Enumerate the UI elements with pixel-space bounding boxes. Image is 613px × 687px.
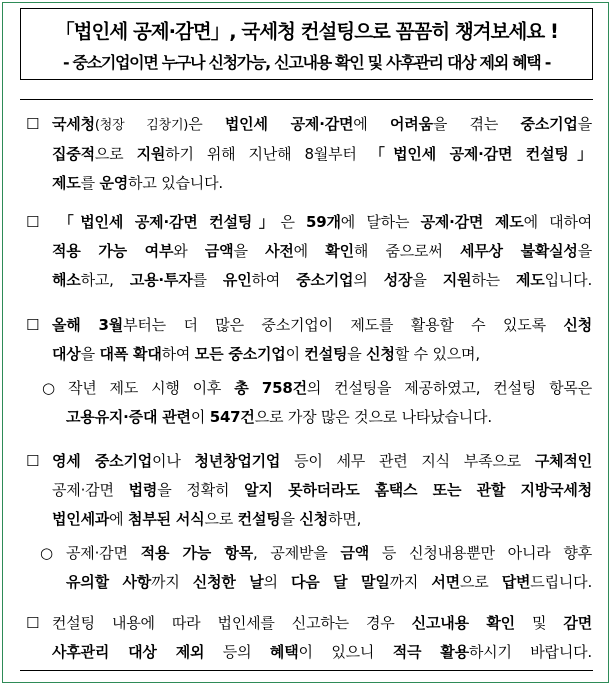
text-run: 답변	[501, 573, 531, 591]
text-run: 해소	[52, 271, 81, 289]
text-run: 59개	[306, 213, 341, 231]
text-run: 지원	[442, 271, 472, 289]
text-run: 하여	[251, 271, 297, 289]
text-run: 홈택스 또는 관할 지방국세청	[374, 481, 592, 499]
square-bullet-icon: ☐	[26, 213, 40, 231]
text-run: 입니다.	[544, 271, 593, 289]
text-run: 사후관리 대상 제외	[52, 643, 205, 661]
text-run: 을	[280, 510, 300, 528]
text-run: 등의	[204, 643, 270, 661]
text-run: 컨설팅	[304, 345, 348, 363]
text-run: 컨설팅 내용에 따라 법인세를 신고하는 경우	[52, 614, 412, 632]
text-run: 으로	[204, 510, 238, 528]
text-run: 「법인세 공제·감면 컨설팅」	[52, 213, 281, 231]
text-run: 혜택	[269, 643, 299, 661]
text-run: 첨부된 서식	[128, 510, 205, 528]
text-line	[26, 403, 592, 432]
bottom-divider	[20, 670, 593, 671]
text-line	[26, 539, 592, 568]
text-line	[26, 266, 592, 295]
text-run: 하고 있습니다.	[128, 174, 223, 192]
text-line	[26, 110, 592, 140]
text-run: 신청한 날	[192, 573, 264, 591]
text-line	[26, 208, 592, 237]
text-run: 이나	[152, 452, 195, 470]
text-run: 드립니다.	[530, 573, 593, 591]
text-run: 까지	[151, 573, 193, 591]
text-run: 에	[109, 510, 129, 528]
square-bullet-icon: ☐	[26, 115, 40, 133]
text-run: 부터는 더 많은 중소기업이 제도를 활용할 수 있도록	[123, 316, 564, 334]
text-run: 을 겪는	[432, 115, 521, 133]
text-run: 은	[280, 213, 307, 231]
text-run: 하기 위해 지난해 8월부터	[165, 145, 370, 163]
text-run: 알지 못하더라도	[244, 481, 360, 499]
text-line	[26, 638, 592, 667]
text-run: 고용·투자	[129, 271, 193, 289]
text-run: 올해 3월	[52, 316, 124, 334]
paragraph-5	[26, 609, 592, 667]
text-line	[26, 609, 592, 638]
paragraph-3	[26, 311, 592, 432]
subheadline: - 중소기업이면 누구나 신청가능, 신고내용 확인 및 사후관리 대상 제외 혜택 -	[62, 53, 551, 72]
text-run: 의	[353, 271, 384, 289]
text-run: 에	[293, 242, 326, 260]
text-run: 공제·감면	[66, 544, 141, 562]
square-bullet-icon: ☐	[26, 316, 40, 334]
text-run: 해 줌으로써	[353, 242, 460, 260]
text-run: 구체적인	[534, 452, 592, 470]
text-run: 법령	[128, 481, 158, 499]
text-run: 금액	[204, 242, 234, 260]
text-run: 제도	[52, 174, 81, 192]
text-run: 에 달하는	[340, 213, 421, 231]
text-run: 이	[285, 345, 305, 363]
text-run: 을	[577, 115, 593, 133]
text-line	[26, 340, 592, 369]
text-run: 사전	[265, 242, 294, 260]
text-run: 을	[233, 242, 266, 260]
text-run: 적용 가능 여부	[52, 242, 174, 260]
text-run: 이	[190, 408, 210, 426]
text-run: 하면,	[328, 510, 362, 528]
text-run: 대폭 확대	[99, 345, 162, 363]
text-run: 와	[173, 242, 205, 260]
text-line	[26, 447, 592, 476]
text-run: 신고내용 확인	[411, 614, 515, 632]
text-line	[26, 568, 592, 597]
text-run: 유의할 사항	[66, 573, 152, 591]
text-run: 및	[514, 614, 564, 632]
text-run: 은	[188, 115, 225, 133]
text-run: 에	[353, 115, 390, 133]
paragraph-4	[26, 447, 592, 597]
text-run: 적용 가능 항목	[140, 544, 253, 562]
text-run: 할 수 있으며,	[394, 345, 480, 363]
text-run: 의	[263, 573, 291, 591]
text-run: 하는	[471, 271, 516, 289]
text-run: 확인	[325, 242, 354, 260]
text-run: 547건	[209, 408, 255, 426]
text-run: 세무상 불확실성	[459, 242, 578, 260]
circle-bullet-icon: ○	[42, 379, 55, 397]
text-run: 으로	[94, 145, 137, 163]
text-run: 을	[347, 345, 367, 363]
text-run: 국세청	[52, 115, 95, 133]
text-line	[26, 374, 592, 403]
text-line	[26, 169, 592, 198]
text-run: 「법인세 공제·감면 컨설팅」	[369, 145, 592, 163]
text-run: 지원	[136, 145, 166, 163]
text-line	[26, 476, 592, 505]
text-run: (청장 김창기)	[94, 118, 189, 133]
text-run: 하시기 바랍니다.	[468, 643, 592, 661]
text-run: 법인세과	[52, 510, 110, 528]
square-bullet-icon: ☐	[26, 452, 40, 470]
text-run: 으로	[459, 573, 502, 591]
text-run: 유인	[222, 271, 252, 289]
headline: 「법인세 공제·감면」, 국세청 컨설팅으로 꼼꼼히 챙겨보세요 !	[55, 20, 558, 43]
text-run: 모든 중소기업	[194, 345, 286, 363]
text-run	[360, 481, 375, 499]
text-run: 을	[80, 345, 100, 363]
square-bullet-icon: ☐	[26, 614, 40, 632]
text-run: 다음 달 말일	[290, 573, 390, 591]
text-run: 의 컨설팅을 제공하였고, 컨설팅 항목은	[306, 379, 593, 397]
text-run: 하여	[161, 345, 195, 363]
text-run: 중소기업	[520, 115, 578, 133]
top-divider	[20, 99, 593, 100]
text-run: 감면	[563, 614, 592, 632]
text-run: 총 758건	[234, 379, 307, 397]
text-run: 을	[412, 271, 443, 289]
text-run: 중소기업	[296, 271, 354, 289]
text-run: 으로 가장 많은 것으로 나타났습니다.	[254, 408, 492, 426]
text-run: 등이 세무 관련 지식 부족으로	[280, 452, 535, 470]
text-run: 집중적	[52, 145, 95, 163]
text-line	[26, 311, 592, 340]
text-run: 어려움	[389, 115, 433, 133]
text-run: 을 정확히	[157, 481, 245, 499]
text-run: 영세 중소기업	[52, 452, 153, 470]
text-line	[26, 237, 592, 266]
paragraph-2	[26, 208, 592, 295]
text-run: 신청	[366, 345, 395, 363]
text-run: 적극 활용	[392, 643, 469, 661]
text-run: 청년창업기업	[194, 452, 281, 470]
circle-bullet-icon: ○	[40, 544, 53, 562]
text-run: 까지	[389, 573, 432, 591]
text-run: 을	[577, 242, 593, 260]
text-run: , 공제받을	[252, 544, 341, 562]
text-run: 에 대하여	[523, 213, 593, 231]
text-run: 공제·감면	[52, 481, 129, 499]
text-run: 신청	[299, 510, 328, 528]
text-run: 를	[192, 271, 223, 289]
text-line	[26, 140, 592, 169]
text-run: 등 신청내용뿐만 아니라 향후	[369, 544, 592, 562]
text-run: 성장	[383, 271, 413, 289]
text-run: 공제·감면 제도	[420, 213, 524, 231]
text-run: 고용유지·증대 관련	[66, 408, 191, 426]
text-run: 컨설팅	[237, 510, 281, 528]
title-box	[20, 8, 593, 80]
text-run: 제도	[515, 271, 545, 289]
text-run: 법인세 공제·감면	[224, 115, 354, 133]
text-run: 대상	[52, 345, 81, 363]
text-run: 금액	[340, 544, 370, 562]
text-run: 서면	[431, 573, 460, 591]
text-run: 운영	[99, 174, 129, 192]
text-run: 이 있으니	[298, 643, 393, 661]
text-line	[26, 505, 592, 534]
text-run: 작년 제도 시행 이후	[68, 379, 235, 397]
paragraph-1	[26, 110, 592, 198]
text-run: 를	[80, 174, 100, 192]
text-run: 신청	[563, 316, 592, 334]
text-run: 하고,	[80, 271, 130, 289]
